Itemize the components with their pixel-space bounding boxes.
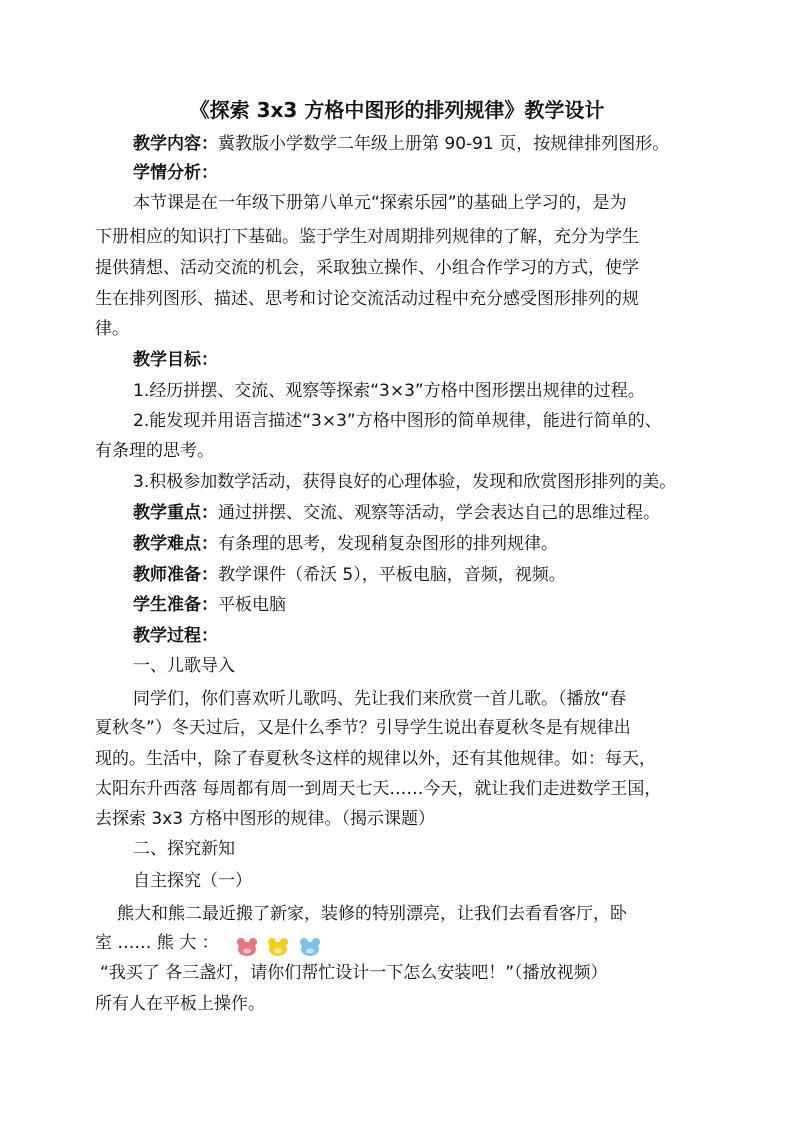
- section-1-line-3: 现的。生活中，除了春夏秋冬这样的规律以外，还有其他规律。如：每天，: [95, 749, 656, 769]
- section-2-heading: 二、探究新知: [133, 839, 235, 859]
- analysis-line-4: 生在排列图形、描述、思考和讨论交流活动过程中充分感受图形排列的规: [95, 289, 639, 309]
- final-line: 所有人在平板上操作。: [95, 994, 265, 1014]
- key-points-line: [133, 502, 743, 524]
- yellow-bear-lamp-icon: [267, 937, 289, 957]
- content-label: 教学内容：: [133, 134, 218, 154]
- student-prep-line: [133, 594, 743, 616]
- objective-2: 2.能发现并用语言描述“3×3”方格中图形的简单规律，能进行简单的、: [133, 411, 662, 431]
- teacher-prep-line: [133, 564, 743, 586]
- content-text: 冀教版小学数学二年级上册第 90-91 页，按规律排列图形。: [218, 134, 670, 154]
- section-1-line-2: 夏秋冬”）冬天过后，又是什么季节？引导学生说出春夏秋冬是有规律出: [95, 718, 631, 738]
- section-1-heading: 一、儿歌导入: [133, 656, 235, 676]
- teacher-prep-label: 教师准备：: [133, 565, 218, 585]
- pink-bear-lamp-icon: [236, 937, 258, 957]
- analysis-line-1: 本节课是在一年级下册第八单元“探索乐园”的基础上学习的，是为: [133, 193, 627, 213]
- analysis-line-3: 提供猜想、活动交流的机会，采取独立操作、小组合作学习的方式，使学: [95, 258, 639, 278]
- analysis-label: 学情分析：: [133, 163, 218, 183]
- student-prep-label: 学生准备：: [133, 595, 218, 615]
- objective-1: 1.经历拼摆、交流、观察等探索“3×3”方格中图形摆出规律的过程。: [133, 381, 645, 401]
- story-line-2-text: 室 …… 熊 大 ：: [95, 933, 219, 953]
- objective-2-cont: 有条理的思考。: [95, 441, 214, 461]
- student-prep-text: 平板电脑: [218, 595, 286, 615]
- section-1-line-1: 同学们，你们喜欢听儿歌吗、先让我们来欣赏一首儿歌。（播放“春: [133, 689, 627, 709]
- teacher-prep-text: 教学课件（希沃 5），平板电脑，音频，视频。: [218, 565, 566, 585]
- difficulties-label: 教学难点：: [133, 534, 218, 554]
- document-title: 《探索 3x3 方格中图形的排列规律》教学设计: [189, 98, 605, 122]
- bear-lamp-icons: [236, 936, 325, 958]
- content-line: [133, 133, 743, 155]
- story-line-1: 熊大和熊二最近搬了新家，装修的特别漂亮，让我们去看看客厅，卧: [117, 904, 627, 924]
- analysis-line-2: 下册相应的知识打下基础。鉴于学生对周期排列规律的了解，充分为学生: [95, 227, 639, 247]
- difficulties-line: [133, 533, 743, 555]
- key-points-label: 教学重点：: [133, 503, 218, 523]
- analysis-line-5: 律。: [95, 319, 129, 339]
- blue-bear-lamp-icon: [299, 937, 321, 957]
- key-points-text: 通过拼摆、交流、观察等活动，学会表达自己的思维过程。: [218, 503, 660, 523]
- difficulties-text: 有条理的思考，发现稍复杂图形的排列规律。: [218, 534, 558, 554]
- story-line-2: [95, 932, 705, 958]
- quote-line: “我买了 各三盏灯，请你们帮忙设计一下怎么安装吧！”（播放视频）: [100, 963, 608, 983]
- section-1-line-4: 太阳东升西落 每周都有周一到周天七天……今天，就让我们走进数学王国，: [95, 779, 662, 799]
- subsection-heading: 自主探究（一）: [133, 871, 252, 891]
- objective-3: 3.积极参加数学活动，获得良好的心理体验，发现和欣赏图形排列的美。: [133, 472, 677, 492]
- process-label: 教学过程：: [133, 626, 218, 646]
- section-1-line-5: 去探索 3x3 方格中图形的规律。（揭示课题）: [95, 809, 435, 829]
- objectives-label: 教学目标：: [133, 350, 218, 370]
